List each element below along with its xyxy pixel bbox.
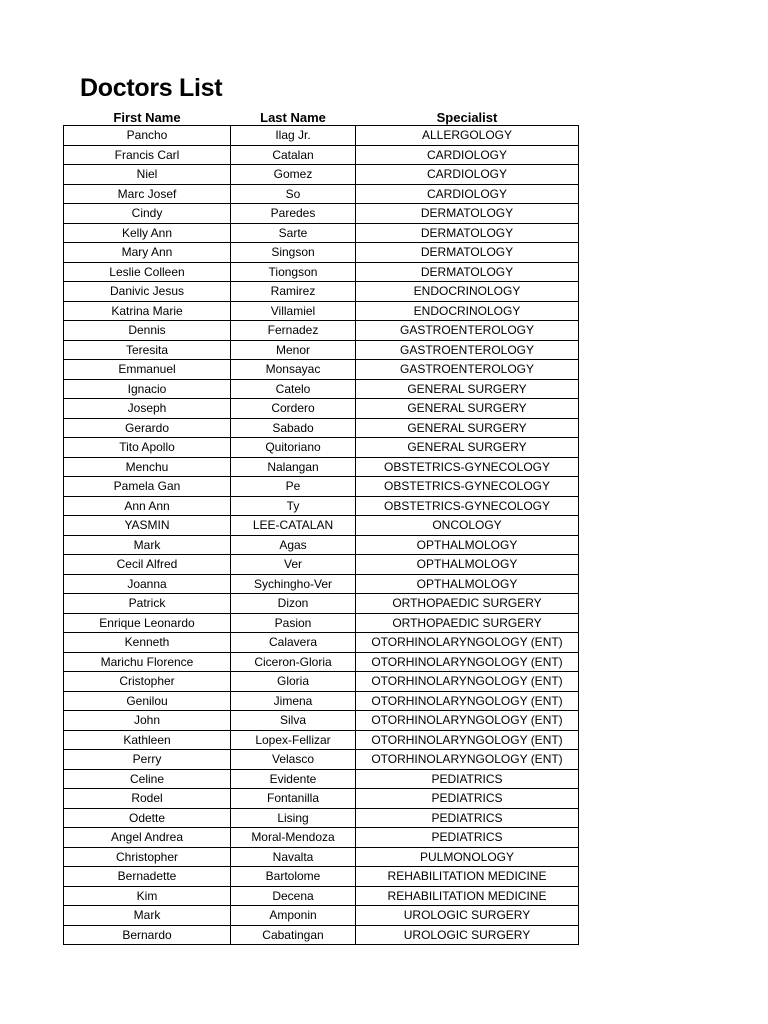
last-name-cell: Pe bbox=[231, 477, 356, 497]
first-name-cell: Emmanuel bbox=[64, 360, 231, 380]
table-row bbox=[64, 301, 579, 321]
table-row bbox=[64, 477, 579, 497]
table-row bbox=[64, 672, 579, 692]
first-name-cell: Danivic Jesus bbox=[64, 282, 231, 302]
last-name-cell: Sabado bbox=[231, 418, 356, 438]
last-name-cell: Ramirez bbox=[231, 282, 356, 302]
first-name-cell: Ignacio bbox=[64, 379, 231, 399]
last-name-cell: Evidente bbox=[231, 769, 356, 789]
table-row bbox=[64, 243, 579, 263]
last-name-cell: Villamiel bbox=[231, 301, 356, 321]
column-header-last-name: Last Name bbox=[260, 110, 326, 125]
first-name-cell: Leslie Colleen bbox=[64, 262, 231, 282]
specialty-cell: GENERAL SURGERY bbox=[356, 399, 579, 419]
first-name-cell: Cecil Alfred bbox=[64, 555, 231, 575]
last-name-cell: Agas bbox=[231, 535, 356, 555]
table-row bbox=[64, 769, 579, 789]
first-name-cell: Pancho bbox=[64, 126, 231, 146]
specialty-cell: ALLERGOLOGY bbox=[356, 126, 579, 146]
first-name-cell: Christopher bbox=[64, 847, 231, 867]
first-name-cell: John bbox=[64, 711, 231, 731]
table-row bbox=[64, 867, 579, 887]
first-name-cell: Celine bbox=[64, 769, 231, 789]
table-row bbox=[64, 633, 579, 653]
first-name-cell: Patrick bbox=[64, 594, 231, 614]
table-header-row bbox=[64, 106, 579, 126]
specialty-cell: GASTROENTEROLOGY bbox=[356, 360, 579, 380]
table-row bbox=[64, 886, 579, 906]
specialty-cell: OTORHINOLARYNGOLOGY (ENT) bbox=[356, 691, 579, 711]
table-row bbox=[64, 711, 579, 731]
first-name-cell: Katrina Marie bbox=[64, 301, 231, 321]
table-row bbox=[64, 399, 579, 419]
table-row bbox=[64, 496, 579, 516]
last-name-cell: Lising bbox=[231, 808, 356, 828]
specialty-cell: UROLOGIC SURGERY bbox=[356, 906, 579, 926]
last-name-cell: Velasco bbox=[231, 750, 356, 770]
last-name-cell: Silva bbox=[231, 711, 356, 731]
specialty-cell: PULMONOLOGY bbox=[356, 847, 579, 867]
table-row bbox=[64, 184, 579, 204]
specialty-cell: OPTHALMOLOGY bbox=[356, 555, 579, 575]
first-name-cell: Mark bbox=[64, 906, 231, 926]
last-name-cell: Fontanilla bbox=[231, 789, 356, 809]
specialty-cell: GASTROENTEROLOGY bbox=[356, 321, 579, 341]
last-name-cell: Cabatingan bbox=[231, 925, 356, 945]
last-name-cell: Catalan bbox=[231, 145, 356, 165]
last-name-cell: So bbox=[231, 184, 356, 204]
last-name-cell: Cordero bbox=[231, 399, 356, 419]
last-name-cell: Moral-Mendoza bbox=[231, 828, 356, 848]
specialty-cell: DERMATOLOGY bbox=[356, 223, 579, 243]
first-name-cell: Marc Josef bbox=[64, 184, 231, 204]
page-title: Doctors List bbox=[80, 74, 223, 102]
column-header-specialist: Specialist bbox=[436, 110, 498, 125]
table-row bbox=[64, 906, 579, 926]
specialty-cell: DERMATOLOGY bbox=[356, 204, 579, 224]
first-name-cell: Joseph bbox=[64, 399, 231, 419]
first-name-cell: Ann Ann bbox=[64, 496, 231, 516]
specialty-cell: CARDIOLOGY bbox=[356, 184, 579, 204]
first-name-cell: Rodel bbox=[64, 789, 231, 809]
specialty-cell: ORTHOPAEDIC SURGERY bbox=[356, 613, 579, 633]
table-row bbox=[64, 535, 579, 555]
first-name-cell: Mary Ann bbox=[64, 243, 231, 263]
first-name-cell: Marichu Florence bbox=[64, 652, 231, 672]
table-row bbox=[64, 847, 579, 867]
last-name-cell: Paredes bbox=[231, 204, 356, 224]
first-name-cell: Cindy bbox=[64, 204, 231, 224]
specialty-cell: PEDIATRICS bbox=[356, 789, 579, 809]
table-row bbox=[64, 789, 579, 809]
table-row bbox=[64, 691, 579, 711]
first-name-cell: Menchu bbox=[64, 457, 231, 477]
specialty-cell: GENERAL SURGERY bbox=[356, 379, 579, 399]
specialty-cell: REHABILITATION MEDICINE bbox=[356, 867, 579, 887]
last-name-cell: Monsayac bbox=[231, 360, 356, 380]
first-name-cell: Mark bbox=[64, 535, 231, 555]
last-name-cell: Tiongson bbox=[231, 262, 356, 282]
last-name-cell: Lopex-Fellizar bbox=[231, 730, 356, 750]
first-name-cell: Pamela Gan bbox=[64, 477, 231, 497]
last-name-cell: Amponin bbox=[231, 906, 356, 926]
last-name-cell: Ilag Jr. bbox=[231, 126, 356, 146]
specialty-cell: OTORHINOLARYNGOLOGY (ENT) bbox=[356, 750, 579, 770]
specialty-cell: OTORHINOLARYNGOLOGY (ENT) bbox=[356, 672, 579, 692]
specialty-cell: DERMATOLOGY bbox=[356, 243, 579, 263]
table-row bbox=[64, 457, 579, 477]
first-name-cell: Francis Carl bbox=[64, 145, 231, 165]
last-name-cell: Menor bbox=[231, 340, 356, 360]
table-row bbox=[64, 925, 579, 945]
table-row bbox=[64, 438, 579, 458]
last-name-cell: Singson bbox=[231, 243, 356, 263]
specialty-cell: OTORHINOLARYNGOLOGY (ENT) bbox=[356, 652, 579, 672]
last-name-cell: Dizon bbox=[231, 594, 356, 614]
last-name-cell: LEE-CATALAN bbox=[231, 516, 356, 536]
table-row bbox=[64, 574, 579, 594]
table-body bbox=[64, 126, 579, 945]
first-name-cell: Gerardo bbox=[64, 418, 231, 438]
table-row bbox=[64, 165, 579, 185]
specialty-cell: OPTHALMOLOGY bbox=[356, 535, 579, 555]
last-name-cell: Navalta bbox=[231, 847, 356, 867]
specialty-cell: GENERAL SURGERY bbox=[356, 418, 579, 438]
first-name-cell: Bernadette bbox=[64, 867, 231, 887]
table-row bbox=[64, 750, 579, 770]
specialty-cell: OTORHINOLARYNGOLOGY (ENT) bbox=[356, 633, 579, 653]
first-name-cell: Kelly Ann bbox=[64, 223, 231, 243]
last-name-cell: Ver bbox=[231, 555, 356, 575]
first-name-cell: Kim bbox=[64, 886, 231, 906]
table-row bbox=[64, 418, 579, 438]
specialty-cell: CARDIOLOGY bbox=[356, 145, 579, 165]
column-header-first-name: First Name bbox=[113, 110, 181, 125]
table-row bbox=[64, 282, 579, 302]
specialty-cell: PEDIATRICS bbox=[356, 828, 579, 848]
table-row bbox=[64, 126, 579, 146]
last-name-cell: Sarte bbox=[231, 223, 356, 243]
last-name-cell: Sychingho-Ver bbox=[231, 574, 356, 594]
table-row bbox=[64, 262, 579, 282]
table-row bbox=[64, 808, 579, 828]
specialty-cell: PEDIATRICS bbox=[356, 808, 579, 828]
last-name-cell: Catelo bbox=[231, 379, 356, 399]
specialty-cell: ENDOCRINOLOGY bbox=[356, 282, 579, 302]
first-name-cell: Kathleen bbox=[64, 730, 231, 750]
table-row bbox=[64, 594, 579, 614]
specialty-cell: OBSTETRICS-GYNECOLOGY bbox=[356, 496, 579, 516]
last-name-cell: Decena bbox=[231, 886, 356, 906]
table-row bbox=[64, 613, 579, 633]
first-name-cell: Kenneth bbox=[64, 633, 231, 653]
table-row bbox=[64, 321, 579, 341]
last-name-cell: Gloria bbox=[231, 672, 356, 692]
table-row bbox=[64, 145, 579, 165]
first-name-cell: Enrique Leonardo bbox=[64, 613, 231, 633]
last-name-cell: Ty bbox=[231, 496, 356, 516]
last-name-cell: Nalangan bbox=[231, 457, 356, 477]
specialty-cell: OBSTETRICS-GYNECOLOGY bbox=[356, 457, 579, 477]
doctors-table bbox=[63, 106, 579, 945]
specialty-cell: ENDOCRINOLOGY bbox=[356, 301, 579, 321]
specialty-cell: ONCOLOGY bbox=[356, 516, 579, 536]
table-row bbox=[64, 730, 579, 750]
first-name-cell: Joanna bbox=[64, 574, 231, 594]
first-name-cell: Tito Apollo bbox=[64, 438, 231, 458]
last-name-cell: Pasion bbox=[231, 613, 356, 633]
first-name-cell: Odette bbox=[64, 808, 231, 828]
table-row bbox=[64, 204, 579, 224]
specialty-cell: GASTROENTEROLOGY bbox=[356, 340, 579, 360]
first-name-cell: Bernardo bbox=[64, 925, 231, 945]
last-name-cell: Bartolome bbox=[231, 867, 356, 887]
specialty-cell: ORTHOPAEDIC SURGERY bbox=[356, 594, 579, 614]
specialty-cell: REHABILITATION MEDICINE bbox=[356, 886, 579, 906]
first-name-cell: Niel bbox=[64, 165, 231, 185]
table-row bbox=[64, 828, 579, 848]
table-row bbox=[64, 516, 579, 536]
table-row bbox=[64, 360, 579, 380]
first-name-cell: Angel Andrea bbox=[64, 828, 231, 848]
table-row bbox=[64, 555, 579, 575]
last-name-cell: Jimena bbox=[231, 691, 356, 711]
last-name-cell: Fernadez bbox=[231, 321, 356, 341]
first-name-cell: YASMIN bbox=[64, 516, 231, 536]
specialty-cell: CARDIOLOGY bbox=[356, 165, 579, 185]
specialty-cell: PEDIATRICS bbox=[356, 769, 579, 789]
last-name-cell: Quitoriano bbox=[231, 438, 356, 458]
last-name-cell: Gomez bbox=[231, 165, 356, 185]
table-row bbox=[64, 223, 579, 243]
last-name-cell: Calavera bbox=[231, 633, 356, 653]
specialty-cell: UROLOGIC SURGERY bbox=[356, 925, 579, 945]
first-name-cell: Genilou bbox=[64, 691, 231, 711]
first-name-cell: Teresita bbox=[64, 340, 231, 360]
specialty-cell: OTORHINOLARYNGOLOGY (ENT) bbox=[356, 730, 579, 750]
table-row bbox=[64, 652, 579, 672]
specialty-cell: OPTHALMOLOGY bbox=[356, 574, 579, 594]
table-row bbox=[64, 340, 579, 360]
table-row bbox=[64, 379, 579, 399]
first-name-cell: Dennis bbox=[64, 321, 231, 341]
specialty-cell: DERMATOLOGY bbox=[356, 262, 579, 282]
specialty-cell: GENERAL SURGERY bbox=[356, 438, 579, 458]
first-name-cell: Perry bbox=[64, 750, 231, 770]
last-name-cell: Ciceron-Gloria bbox=[231, 652, 356, 672]
first-name-cell: Cristopher bbox=[64, 672, 231, 692]
specialty-cell: OBSTETRICS-GYNECOLOGY bbox=[356, 477, 579, 497]
specialty-cell: OTORHINOLARYNGOLOGY (ENT) bbox=[356, 711, 579, 731]
